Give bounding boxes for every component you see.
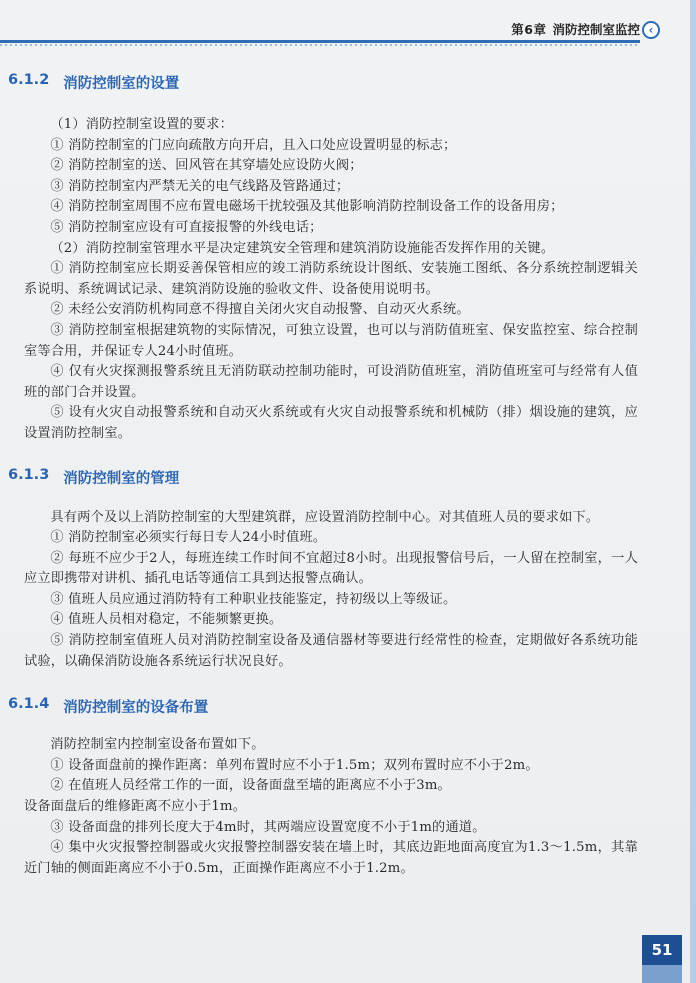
- chapter-title: 消防控制室监控: [552, 22, 640, 37]
- running-header: [511, 20, 640, 38]
- paragraph: （1）消防控制室设置的要求：: [50, 117, 234, 132]
- paragraph: ⑤ 设有火灾自动报警系统和自动灭火系统或有火灾自动报警系统和机械防（排）烟设施的建筑，应设置消防控制室。: [24, 405, 638, 441]
- paragraph: ③ 消防控制室根据建筑物的实际情况，可独立设置，也可以与消防值班室、保安监控室、综合控制室等合用，并保证专人24小时值班。: [24, 322, 638, 359]
- chapter-number: 第6章: [511, 22, 547, 37]
- paragraph: ④ 仅有火灾探测报警系统且无消防联动控制功能时，可设消防值班室，消防值班室可与经常有人值班的部门合并设置。: [24, 364, 638, 400]
- paragraph: ① 消防控制室的门应向疏散方向开启，且入口处应设置明显的标志；: [50, 137, 457, 153]
- section-heading: [8, 696, 638, 717]
- page-number-tab: [642, 965, 682, 983]
- paragraph: ③ 设备面盘的排列长度大于4m时，其两端应设置宽度不小于1m的通道。: [50, 819, 486, 835]
- section-title: 消防控制室的管理: [63, 470, 180, 487]
- section-number: 6.1.3: [8, 466, 50, 483]
- paragraph: ④ 值班人员相对稳定，不能频繁更换。: [50, 612, 283, 628]
- paragraph: ⑤ 消防控制室值班人员对消防控制室设备及通信器材等要进行经常性的检查，定期做好各系统功能试验，以确保消防设施各系统运行状况良好。: [24, 633, 638, 669]
- paragraph: （2）消防控制室管理水平是决定建筑安全管理和建筑消防设施能否发挥作用的关键。: [50, 240, 555, 256]
- back-arrow-icon: ‹: [642, 21, 660, 39]
- paragraph: ② 未经公安消防机构同意不得擅自关闭火灾自动报警、自动灭火系统。: [50, 302, 470, 318]
- paragraph: ① 消防控制室必须实行每日专人24小时值班。: [50, 530, 327, 546]
- header-rule: [0, 40, 640, 43]
- paragraph: ③ 值班人员应通过消防特有工种职业技能鉴定，持初级以上等级证。: [50, 591, 457, 607]
- section-title: 消防控制室的设置: [63, 76, 180, 92]
- paragraph: ⑤ 消防控制室应设有可直接报警的外线电话；: [50, 219, 323, 235]
- page-number: 51: [642, 935, 682, 965]
- paragraph: 设备面盘后的维修距离不应小于1m。: [24, 799, 247, 815]
- section-number: 6.1.2: [8, 72, 50, 88]
- section-heading: [8, 467, 638, 488]
- page-body: [8, 66, 638, 879]
- paragraph: ② 每班不应少于2人，每班连续工作时间不宜超过8小时。出现报警信号后，一人留在控制室，一人应立即携带对讲机、插孔电话等通信工具到达报警点确认。: [24, 550, 638, 587]
- paragraph: ② 消防控制室的送、回风管在其穿墙处应设防火阀；: [50, 158, 363, 174]
- section-heading: [8, 72, 638, 93]
- paragraph: ② 在值班人员经常工作的一面，设备面盘至墙的距离应不小于3m。: [50, 778, 451, 794]
- paragraph: 具有两个及以上消防控制室的大型建筑群，应设置消防控制中心。对其值班人员的要求如下。: [50, 509, 600, 525]
- section-number: 6.1.4: [8, 696, 50, 713]
- paragraph: ④ 消防控制室周围不应布置电磁场干扰较强及其他影响消防控制设备工作的设备用房；: [50, 199, 564, 215]
- paragraph: 消防控制室内控制室设备布置如下。: [50, 737, 265, 753]
- header-dotted-rule: [0, 44, 640, 46]
- section-title: 消防控制室的设备布置: [63, 700, 209, 717]
- page-edge-band: [690, 0, 696, 983]
- paragraph: ③ 消防控制室内严禁无关的电气线路及管路通过；: [50, 178, 350, 194]
- paragraph: ① 消防控制室应长期妥善保管相应的竣工消防系统设计图纸、安装施工图纸、各分系统控制逻辑关系说明、系统调试记录、建筑消防设施的验收文件、设备使用说明书。: [24, 261, 638, 297]
- paragraph: ① 设备面盘前的操作距离：单列布置时应不小于1.5m；双列布置时应不小于2m。: [50, 757, 539, 773]
- paragraph: ④ 集中火灾报警控制器或火灾报警控制器安装在墙上时，其底边距地面高度宜为1.3～1.5m，其靠近门轴的侧面距离应不小于0.5m，正面操作距离应不小于1.2m。: [24, 840, 638, 876]
